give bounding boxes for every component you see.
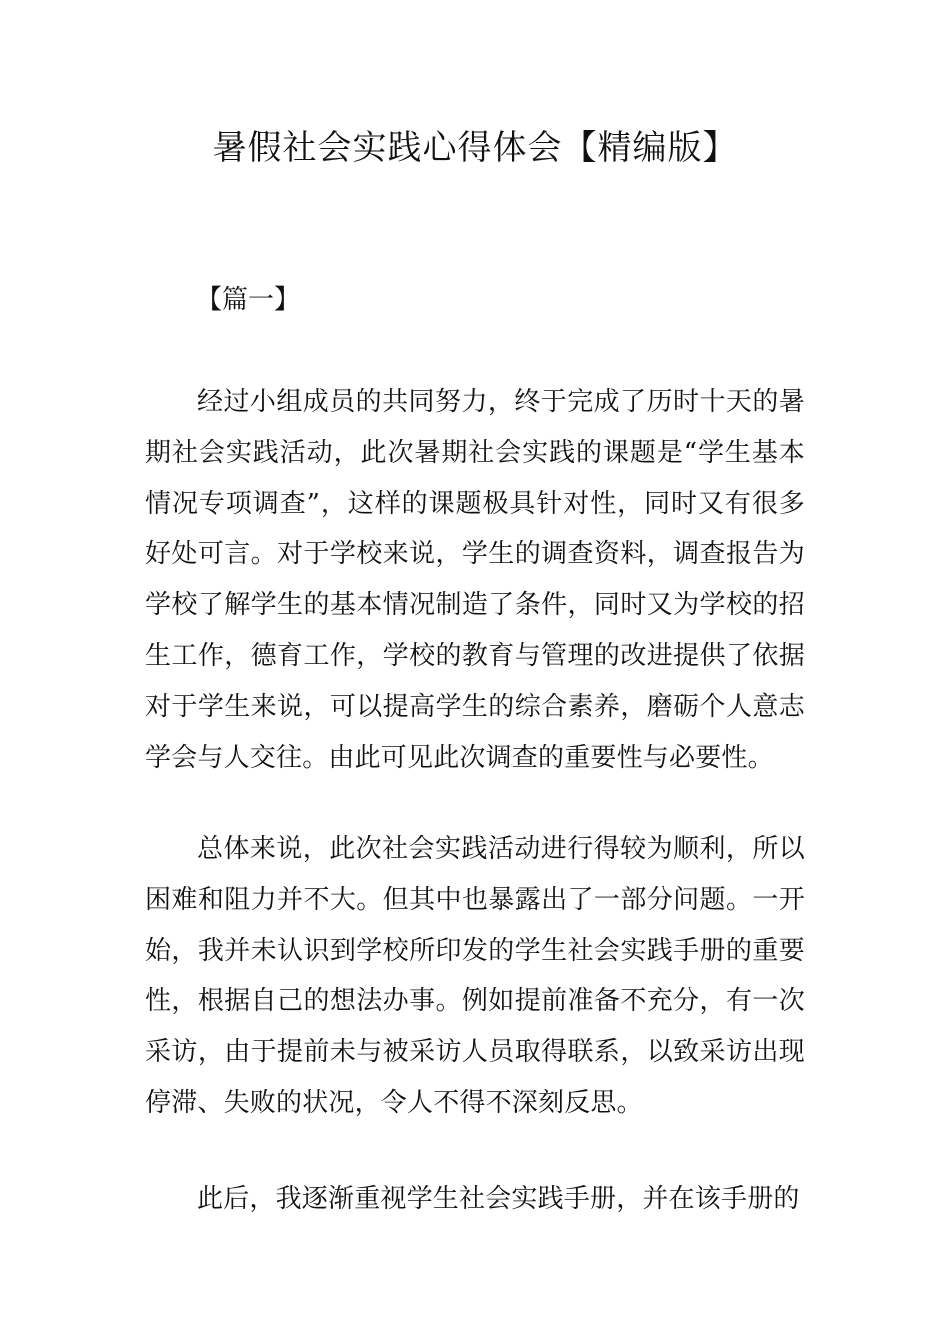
- section-label: 【篇一】: [196, 285, 301, 315]
- body-paragraph-2: 总体来说，此次社会实践活动进行得较为顺利，所以困难和阻力并不大。但其中也暴露出了一部分问题。一开始，我并未认识到学校所印发的学生社会实践手册的重要性，根据自己的想法办事。例如提前准备不充分，有一次采访，由于提前未与被采访人员取得联系，以致采访出现停滞、失败的状况，令人不得不深刻反思。: [145, 834, 805, 1118]
- body-paragraph-3: 此后，我逐渐重视学生社会实践手册，并在该手册的: [197, 1184, 800, 1214]
- document-title: 暑假社会实践心得体会【精编版】: [212, 128, 738, 168]
- body-paragraph-1: 经过小组成员的共同努力，终于完成了历时十天的暑期社会实践活动，此次暑期社会实践的课题是“学生基本情况专项调查”，这样的课题极具针对性，同时又有很多好处可言。对于学校来说，学生的调查资料，调查报告为学校了解学生的基本情况制造了条件，同时又为学校的招生工作，德育工作，学校的教育与管理的改进提供了依据对于学生来说，可以提高学生的综合素养，磨砺个人意志学会与人交往。由此可见此次调查的重要性与必要性。: [145, 387, 805, 773]
